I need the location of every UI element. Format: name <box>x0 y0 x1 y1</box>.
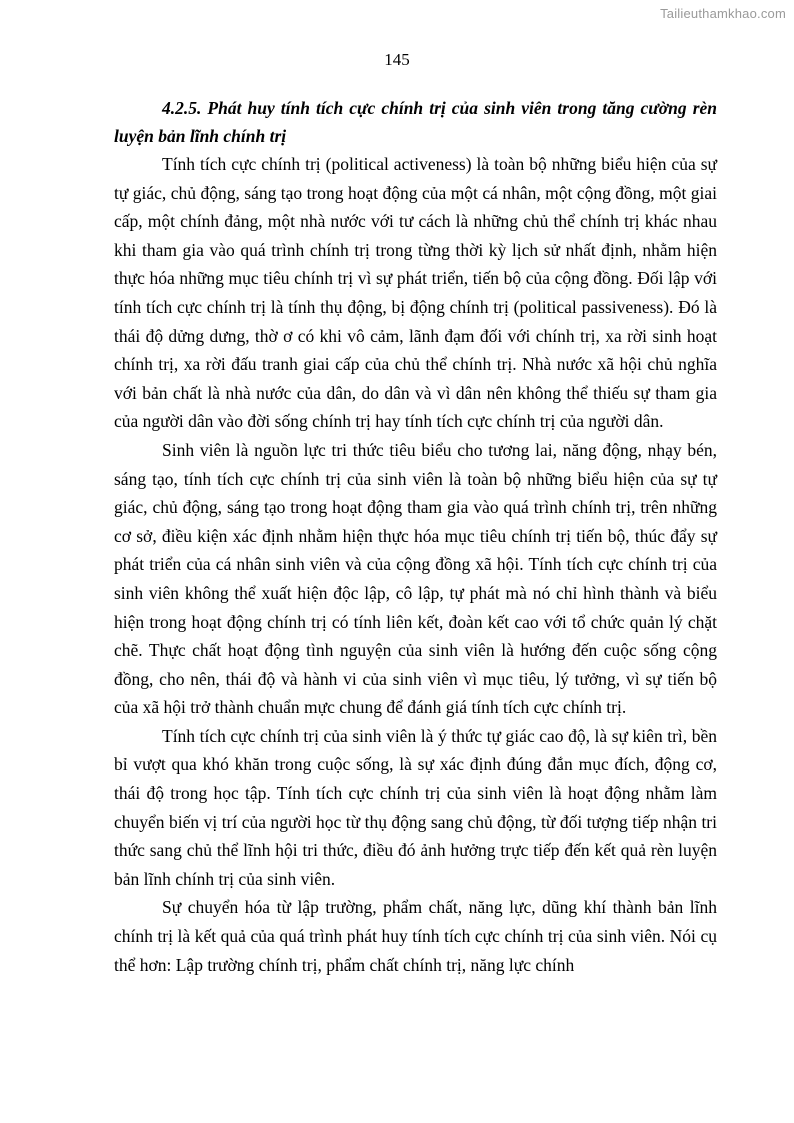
document-body <box>114 94 717 979</box>
section-heading: 4.2.5. Phát huy tính tích cực chính trị của sinh viên trong tăng cường rèn luyện bản lĩnh chính trị <box>114 98 717 146</box>
paragraph-1: Tính tích cực chính trị (political activeness) là toàn bộ những biểu hiện của sự tự giác, chủ động, sáng tạo trong hoạt động của một cá nhân, một cộng đồng, một giai cấp, một chính đảng, một nhà nước với tư cách là những chủ thể chính trị khác nhau khi tham gia vào quá trình chính trị trong từng thời kỳ lịch sử nhất định, nhằm hiện thực hóa những mục tiêu chính trị vì sự phát triển, tiến bộ của cộng đồng. Đối lập với tính tích cực chính trị là tính thụ động, bị động chính trị (political passiveness). Đó là thái độ dửng dưng, thờ ơ có khi vô cảm, lãnh đạm đối với chính trị, xa rời sinh hoạt chính trị, xa rời đấu tranh giai cấp của chủ thể chính trị. Nhà nước xã hội chủ nghĩa với bản chất là nhà nước của dân, do dân và vì dân nên không thể thiếu sự tham gia của người dân vào đời sống chính trị hay tính tích cực chính trị của người dân. <box>114 154 717 432</box>
paragraph-4: Sự chuyển hóa từ lập trường, phẩm chất, năng lực, dũng khí thành bản lĩnh chính trị là kết quả của quá trình phát huy tính tích cực chính trị của sinh viên. Nói cụ thể hơn: Lập trường chính trị, phẩm chất chính trị, năng lực chính <box>114 897 717 975</box>
paragraph-3: Tính tích cực chính trị của sinh viên là ý thức tự giác cao độ, là sự kiên trì, bền bỉ vượt qua khó khăn trong cuộc sống, là sự xác định đúng đắn mục đích, động cơ, thái độ trong học tập. Tính tích cực chính trị của sinh viên là hoạt động nhằm làm chuyển biến vị trí của người học từ thụ động sang chủ động, từ đối tượng tiếp nhận tri thức sang chủ thể lĩnh hội tri thức, điều đó ảnh hưởng trực tiếp đến kết quả rèn luyện bản lĩnh chính trị của sinh viên. <box>114 725 717 889</box>
page-number: 145 <box>384 50 410 69</box>
watermark: Tailieuthamkhao.com <box>660 6 786 21</box>
paragraph-2: Sinh viên là nguồn lực tri thức tiêu biểu cho tương lai, năng động, nhạy bén, sáng tạo, tính tích cực chính trị của sinh viên là toàn bộ những biểu hiện của sự tự giác, chủ động, sáng tạo trong hoạt động tham gia vào quá trình chính trị, trên những cơ sở, điều kiện xác định nhằm hiện thực hóa mục tiêu chính trị tiến bộ, thúc đẩy sự phát triển của cá nhân sinh viên và của cộng đồng xã hội. Tính tích cực chính trị của sinh viên không thể xuất hiện độc lập, cô lập, tự phát mà nó chỉ hình thành và biểu hiện trong hoạt động chính trị có tính liên kết, đoàn kết cao với tổ chức quản lý chặt chẽ. Thực chất hoạt động tình nguyện của sinh viên là hướng đến cuộc sống cộng đồng, cho nên, thái độ và hành vi của sinh viên vì mục tiêu, lý tưởng, vì sự tiến bộ của xã hội trở thành chuẩn mực chung để đánh giá tính tích cực chính trị. <box>114 439 717 718</box>
